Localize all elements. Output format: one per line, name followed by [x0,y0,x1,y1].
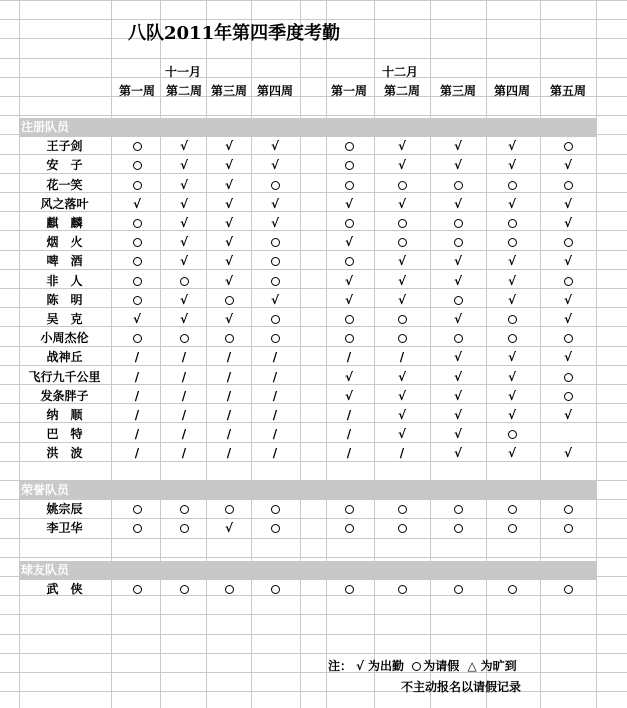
attendance-leave-mark [337,519,361,538]
attendance-present-mark: √ [270,293,279,307]
attendance-present-mark: √ [397,158,406,172]
attendance-bye-mark: / [272,427,278,441]
attendance-present-mark: √ [224,521,233,535]
attendance-leave-mark [446,500,470,519]
attendance-present-mark: √ [453,158,462,172]
attendance-leave-mark [172,329,196,348]
attendance-present-mark: √ [344,235,353,249]
attendance-present-mark: √ [397,254,406,268]
attendance-leave-mark [172,580,196,599]
week-header: 第一周 [330,84,367,98]
attendance-bye-mark: / [226,408,232,422]
attendance-present-mark: √ [453,197,462,211]
legend-leave-circle-icon [412,662,421,671]
attendance-present-mark: √ [507,158,516,172]
attendance-leave-mark [500,519,524,538]
attendance-present-mark: √ [179,216,188,230]
attendance-present-mark: √ [224,216,233,230]
attendance-present-mark: √ [563,350,572,364]
attendance-leave-mark [172,519,196,538]
attendance-leave-mark [125,580,149,599]
attendance-leave-mark [556,500,580,519]
attendance-leave-mark [172,272,196,291]
attendance-leave-mark [390,519,414,538]
attendance-leave-mark [446,580,470,599]
attendance-present-mark: √ [397,274,406,288]
attendance-present-mark: √ [224,235,233,249]
attendance-present-mark: √ [507,389,516,403]
grid-column-line [486,0,487,708]
grid-row-line [0,557,627,558]
attendance-bye-mark: / [226,389,232,403]
grid-column-line [540,0,541,708]
attendance-leave-mark [556,368,580,387]
member-name: 武 侠 [46,582,83,596]
attendance-bye-mark: / [226,350,232,364]
attendance-leave-mark [390,580,414,599]
attendance-leave-mark [125,329,149,348]
attendance-present-mark: √ [563,254,572,268]
member-name: 风之落叶 [40,197,89,211]
section-band [19,481,596,500]
month-header-december: 十二月 [382,65,419,79]
attendance-present-mark: √ [507,370,516,384]
attendance-leave-mark [337,137,361,156]
attendance-bye-mark: / [181,408,187,422]
attendance-leave-mark [337,176,361,195]
grid-column-line [374,0,375,708]
attendance-leave-mark [337,156,361,175]
attendance-bye-mark: / [346,446,352,460]
week-header: 第五周 [549,84,586,98]
attendance-leave-mark [337,500,361,519]
member-name: 啤 酒 [46,254,83,268]
member-name: 姚宗辰 [46,502,83,516]
attendance-bye-mark: / [346,408,352,422]
attendance-leave-mark [500,176,524,195]
attendance-present-mark: √ [507,197,516,211]
grid-column-line [326,0,327,708]
attendance-leave-mark [500,329,524,348]
attendance-present-mark: √ [132,197,141,211]
grid-row-line [0,614,627,615]
attendance-leave-mark [263,329,287,348]
attendance-present-mark: √ [179,235,188,249]
attendance-bye-mark: / [226,446,232,460]
attendance-present-mark: √ [397,370,406,384]
attendance-leave-mark [337,329,361,348]
attendance-bye-mark: / [134,389,140,403]
grid-row-line [0,538,627,539]
attendance-bye-mark: / [226,427,232,441]
attendance-leave-mark [446,519,470,538]
attendance-leave-mark [263,519,287,538]
attendance-bye-mark: / [181,350,187,364]
sheet-title: 八队2011年第四季度考勤 [128,23,341,44]
attendance-leave-mark [263,252,287,271]
attendance-bye-mark: / [134,408,140,422]
attendance-present-mark: √ [507,254,516,268]
attendance-leave-mark [556,137,580,156]
attendance-leave-mark [556,233,580,252]
attendance-present-mark: √ [179,178,188,192]
attendance-leave-mark [125,500,149,519]
attendance-leave-mark [217,291,241,310]
grid-row-line [0,115,627,116]
week-header: 第四周 [256,84,293,98]
attendance-leave-mark [390,310,414,329]
attendance-present-mark: √ [453,350,462,364]
attendance-present-mark: √ [132,312,141,326]
member-name: 巴 特 [46,427,83,441]
attendance-bye-mark: / [346,350,352,364]
grid-column-line [596,0,597,708]
attendance-present-mark: √ [270,158,279,172]
attendance-bye-mark: / [134,427,140,441]
grid-column-line [111,0,112,708]
attendance-bye-mark: / [181,427,187,441]
attendance-bye-mark: / [399,446,405,460]
attendance-present-mark: √ [563,446,572,460]
attendance-present-mark: √ [179,139,188,153]
attendance-leave-mark [337,310,361,329]
member-name: 李卫华 [46,521,83,535]
member-name: 小周杰伦 [40,331,89,345]
attendance-leave-mark [263,310,287,329]
attendance-leave-mark [500,580,524,599]
attendance-present-mark: √ [270,216,279,230]
attendance-leave-mark [217,329,241,348]
member-name: 陈 明 [46,293,83,307]
attendance-leave-mark [390,500,414,519]
legend-absent-text: 为旷到 [480,659,517,673]
week-header: 第一周 [118,84,155,98]
attendance-leave-mark [263,500,287,519]
legend-absent-symbol: △ [467,659,477,673]
attendance-leave-mark [556,387,580,406]
attendance-present-mark: √ [453,446,462,460]
member-name: 纳 顺 [46,408,83,422]
member-name: 花一笑 [46,178,83,192]
attendance-present-mark: √ [179,158,188,172]
attendance-present-mark: √ [453,312,462,326]
attendance-present-mark: √ [563,197,572,211]
attendance-present-mark: √ [344,274,353,288]
attendance-leave-mark [125,233,149,252]
attendance-present-mark: √ [507,446,516,460]
attendance-leave-mark [125,291,149,310]
attendance-leave-mark [263,272,287,291]
attendance-leave-mark [125,137,149,156]
attendance-leave-mark [556,580,580,599]
attendance-present-mark: √ [224,139,233,153]
grid-row-line [0,672,627,673]
attendance-bye-mark: / [181,370,187,384]
section-band [19,118,596,137]
attendance-leave-mark [125,519,149,538]
attendance-present-mark: √ [270,139,279,153]
attendance-leave-mark [337,214,361,233]
attendance-present-mark: √ [179,254,188,268]
month-header-november: 十一月 [165,65,202,79]
attendance-leave-mark [390,214,414,233]
attendance-bye-mark: / [272,350,278,364]
attendance-bye-mark: / [272,370,278,384]
attendance-leave-mark [500,500,524,519]
attendance-present-mark: √ [453,254,462,268]
grid-row-line [0,634,627,635]
grid-column-line [206,0,207,708]
week-header: 第三周 [439,84,476,98]
attendance-leave-mark [125,272,149,291]
attendance-present-mark: √ [397,139,406,153]
attendance-present-mark: √ [224,254,233,268]
member-name: 发条胖子 [40,389,89,403]
attendance-leave-mark [446,233,470,252]
legend-note: 不主动报名以请假记录 [401,680,522,694]
legend-leave-text: 为请假 [423,659,460,673]
attendance-leave-mark [390,176,414,195]
section-band [19,561,596,580]
attendance-present-mark: √ [179,197,188,211]
attendance-leave-mark [446,176,470,195]
attendance-leave-mark [263,580,287,599]
attendance-leave-mark [556,329,580,348]
attendance-present-mark: √ [344,389,353,403]
attendance-bye-mark: / [134,370,140,384]
attendance-present-mark: √ [397,389,406,403]
week-header: 第四周 [493,84,530,98]
attendance-leave-mark [337,580,361,599]
attendance-bye-mark: / [181,389,187,403]
attendance-present-mark: √ [453,139,462,153]
member-name: 烟 火 [46,235,83,249]
week-header: 第三周 [210,84,247,98]
attendance-leave-mark [217,580,241,599]
attendance-present-mark: √ [344,293,353,307]
legend-present-text: 为出勤 [368,659,405,673]
attendance-bye-mark: / [346,427,352,441]
member-name: 麒 麟 [46,216,83,230]
week-header: 第二周 [165,84,202,98]
week-header: 第二周 [383,84,420,98]
attendance-leave-mark [390,329,414,348]
attendance-leave-mark [500,214,524,233]
attendance-bye-mark: / [181,446,187,460]
attendance-present-mark: √ [563,293,572,307]
attendance-bye-mark: / [272,389,278,403]
attendance-leave-mark [500,425,524,444]
attendance-present-mark: √ [507,293,516,307]
legend-present-symbol: √ [356,659,365,673]
grid-row-line [0,58,627,59]
member-name: 吴 克 [46,312,83,326]
attendance-leave-mark [446,291,470,310]
grid-column-line [160,0,161,708]
member-name: 非 人 [46,274,83,288]
attendance-present-mark: √ [397,293,406,307]
attendance-bye-mark: / [134,446,140,460]
attendance-present-mark: √ [344,197,353,211]
attendance-leave-mark [446,329,470,348]
attendance-present-mark: √ [224,158,233,172]
attendance-present-mark: √ [507,274,516,288]
attendance-leave-mark [390,233,414,252]
section-label: 注册队员 [21,120,70,134]
grid-row-line [0,0,627,1]
attendance-bye-mark: / [272,446,278,460]
attendance-leave-mark [556,272,580,291]
attendance-present-mark: √ [453,389,462,403]
member-name: 安 子 [46,158,83,172]
attendance-leave-mark [217,500,241,519]
attendance-present-mark: √ [453,274,462,288]
attendance-leave-mark [125,252,149,271]
attendance-present-mark: √ [397,408,406,422]
attendance-bye-mark: / [134,350,140,364]
grid-row-line [0,691,627,692]
attendance-present-mark: √ [224,197,233,211]
section-label: 球友队员 [21,563,70,577]
attendance-present-mark: √ [507,139,516,153]
attendance-leave-mark [500,233,524,252]
legend [328,657,521,674]
attendance-present-mark: √ [507,350,516,364]
grid-column-line [251,0,252,708]
attendance-leave-mark [263,176,287,195]
attendance-present-mark: √ [563,408,572,422]
attendance-present-mark: √ [453,427,462,441]
attendance-leave-mark [172,500,196,519]
attendance-leave-mark [125,156,149,175]
attendance-leave-mark [556,519,580,538]
attendance-bye-mark: / [272,408,278,422]
legend-prefix: 注： [328,659,353,673]
attendance-bye-mark: / [399,350,405,364]
attendance-present-mark: √ [563,216,572,230]
attendance-present-mark: √ [224,312,233,326]
attendance-leave-mark [446,214,470,233]
member-name: 战神丘 [46,350,83,364]
grid-column-line [300,0,301,708]
attendance-present-mark: √ [453,408,462,422]
attendance-present-mark: √ [563,158,572,172]
attendance-leave-mark [125,176,149,195]
attendance-present-mark: √ [179,312,188,326]
attendance-present-mark: √ [224,178,233,192]
section-label: 荣誉队员 [21,483,70,497]
attendance-present-mark: √ [563,312,572,326]
attendance-present-mark: √ [397,427,406,441]
attendance-leave-mark [556,176,580,195]
attendance-present-mark: √ [507,408,516,422]
grid-column-line [430,0,431,708]
attendance-present-mark: √ [453,370,462,384]
attendance-present-mark: √ [344,370,353,384]
grid-row-line [0,653,627,654]
member-name: 洪 波 [46,446,83,460]
member-name: 王子剑 [46,139,83,153]
attendance-present-mark: √ [397,197,406,211]
attendance-leave-mark [263,233,287,252]
grid-row-line [0,77,627,78]
attendance-present-mark: √ [270,197,279,211]
attendance-bye-mark: / [226,370,232,384]
attendance-present-mark: √ [224,274,233,288]
attendance-present-mark: √ [179,293,188,307]
member-name: 飞行九千公里 [28,370,101,384]
attendance-leave-mark [125,214,149,233]
attendance-leave-mark [500,310,524,329]
attendance-leave-mark [337,252,361,271]
